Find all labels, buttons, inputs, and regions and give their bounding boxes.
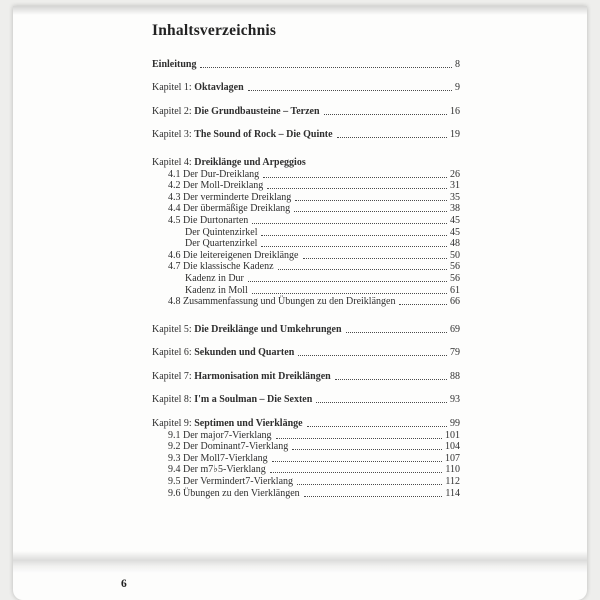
toc-entry: [152, 249, 460, 261]
toc-page-number: 38: [450, 203, 460, 215]
toc-page-number: 66: [450, 296, 460, 308]
dot-leader: [252, 223, 447, 224]
toc-entry: [152, 82, 460, 94]
toc-page-number: 50: [450, 249, 460, 261]
toc-page-number: 56: [450, 261, 460, 273]
toc-entry: [152, 487, 460, 499]
toc-page-number: 107: [445, 452, 460, 464]
toc-entry: [152, 296, 460, 308]
toc-page-number: 8: [455, 58, 460, 70]
toc-entry-label: Einleitung: [152, 58, 197, 70]
toc-entry: [152, 105, 460, 117]
toc-entry: [152, 347, 460, 359]
toc-entry-label: Kadenz in Moll: [185, 284, 248, 296]
page-top-shadow: [13, 6, 587, 15]
toc-entry-label: 4.5 Die Durtonarten: [168, 214, 249, 226]
toc-entry: [152, 191, 460, 203]
toc-entry-label: 9.5 Der Vermindert7-Vierklang: [168, 476, 294, 488]
toc-entry-label: 4.2 Der Moll-Dreiklang: [168, 180, 264, 192]
dot-leader: [267, 188, 447, 189]
toc-entry: [152, 370, 460, 382]
page-edge-shadow: [13, 551, 587, 573]
toc-content: [152, 22, 460, 499]
toc-entry-label: 9.4 Der m7♭5-Vierklang: [168, 464, 266, 476]
toc-entry: [152, 214, 460, 226]
toc-entry: [152, 429, 460, 441]
toc-entry: [152, 261, 460, 273]
toc-page-number: 9: [455, 82, 460, 94]
dot-leader: [272, 461, 442, 462]
toc-entry: [152, 464, 460, 476]
toc-entry-label: 9.6 Übungen zu den Vierklängen: [168, 487, 300, 499]
toc-entry-label: Kadenz in Dur: [185, 272, 244, 284]
dot-leader: [278, 269, 447, 270]
dot-leader: [298, 355, 447, 356]
dot-leader: [200, 67, 452, 68]
page-number: 6: [121, 578, 127, 590]
dot-leader: [252, 293, 447, 294]
toc-page-number: 45: [450, 214, 460, 226]
toc-entry-label: 9.1 Der major7-Vierklang: [168, 429, 272, 441]
dot-leader: [248, 90, 452, 91]
toc-entry: [152, 284, 460, 296]
toc-page-number: 19: [450, 129, 460, 141]
dot-leader: [261, 235, 447, 236]
toc-page-number: 45: [450, 226, 460, 238]
dot-leader: [337, 137, 447, 138]
toc-entry: [152, 203, 460, 215]
toc-entry: [152, 323, 460, 335]
toc-page-number: 48: [450, 238, 460, 250]
toc-entry: [152, 156, 460, 168]
dot-leader: [335, 379, 447, 380]
toc-page-number: 99: [450, 418, 460, 430]
toc-entry-label: Kapitel 4: Dreiklänge und Arpeggios: [152, 156, 306, 168]
toc-entry-label: Kapitel 8: I'm a Soulman – Die Sexten: [152, 394, 313, 406]
toc-list: [152, 58, 460, 499]
toc-entry-label: Kapitel 3: The Sound of Rock – Die Quinte: [152, 129, 333, 141]
toc-entry-label: Kapitel 5: Die Dreiklänge und Umkehrungen: [152, 323, 342, 335]
toc-page-number: 114: [445, 487, 460, 499]
dot-leader: [295, 200, 447, 201]
toc-entry-label: 4.4 Der übermäßige Dreiklang: [168, 203, 291, 215]
toc-entry-label: Kapitel 7: Harmonisation mit Dreiklängen: [152, 370, 331, 382]
toc-entry: [152, 168, 460, 180]
toc-page-number: 104: [445, 441, 460, 453]
toc-entry: [152, 226, 460, 238]
toc-entry-label: 4.8 Zusammenfassung und Übungen zu den Dreiklängen: [168, 296, 396, 308]
toc-entry-label: Der Quartenzirkel: [185, 238, 258, 250]
toc-entry-label: 4.1 Der Dur-Dreiklang: [168, 168, 260, 180]
toc-entry: [152, 180, 460, 192]
dot-leader: [316, 402, 447, 403]
toc-entry-label: Der Quintenzirkel: [185, 226, 258, 238]
toc-entry: [152, 58, 460, 70]
dot-leader: [399, 304, 447, 305]
dot-leader: [261, 246, 447, 247]
toc-entry: [152, 475, 460, 487]
toc-entry: [152, 452, 460, 464]
toc-page-number: 56: [450, 272, 460, 284]
toc-entry-label: 4.7 Die klassische Kadenz: [168, 261, 274, 273]
toc-entry-label: Kapitel 6: Sekunden und Quarten: [152, 347, 295, 359]
toc-entry-label: 9.2 Der Dominant7-Vierklang: [168, 441, 289, 453]
toc-page-number: 69: [450, 323, 460, 335]
dot-leader: [304, 496, 443, 497]
dot-leader: [346, 332, 447, 333]
dot-leader: [297, 484, 442, 485]
toc-entry-label: 4.6 Die leitereigenen Dreiklänge: [168, 249, 299, 261]
toc-page-number: 35: [450, 191, 460, 203]
dot-leader: [263, 177, 447, 178]
toc-entry-label: 9.3 Der Moll7-Vierklang: [168, 452, 268, 464]
dot-leader: [307, 426, 447, 427]
book-page: [13, 6, 587, 600]
toc-page-number: 79: [450, 347, 460, 359]
toc-entry: [152, 441, 460, 453]
dot-leader: [294, 211, 447, 212]
toc-entry: [152, 129, 460, 141]
toc-entry-label: 4.3 Der verminderte Dreiklang: [168, 191, 292, 203]
dot-leader: [303, 258, 448, 259]
toc-page-number: 101: [445, 429, 460, 441]
toc-entry: [152, 272, 460, 284]
toc-title: Inhaltsverzeichnis: [152, 22, 277, 39]
toc-page-number: 93: [450, 394, 460, 406]
toc-page-number: 16: [450, 105, 460, 117]
toc-entry: [152, 417, 460, 429]
dot-leader: [270, 472, 443, 473]
dot-leader: [324, 114, 447, 115]
toc-page-number: 112: [445, 476, 460, 488]
toc-page-number: 31: [450, 180, 460, 192]
toc-entry-label: Kapitel 9: Septimen und Vierklänge: [152, 418, 303, 430]
toc-page-number: 26: [450, 168, 460, 180]
toc-entry: [152, 394, 460, 406]
toc-entry-label: Kapitel 1: Oktavlagen: [152, 82, 244, 94]
toc-page-number: 88: [450, 370, 460, 382]
toc-entry: [152, 238, 460, 250]
dot-leader: [276, 438, 442, 439]
toc-entry-label: Kapitel 2: Die Grundbausteine – Terzen: [152, 105, 320, 117]
dot-leader: [292, 449, 442, 450]
dot-leader: [248, 281, 447, 282]
toc-page-number: 110: [445, 464, 460, 476]
toc-page-number: 61: [450, 284, 460, 296]
